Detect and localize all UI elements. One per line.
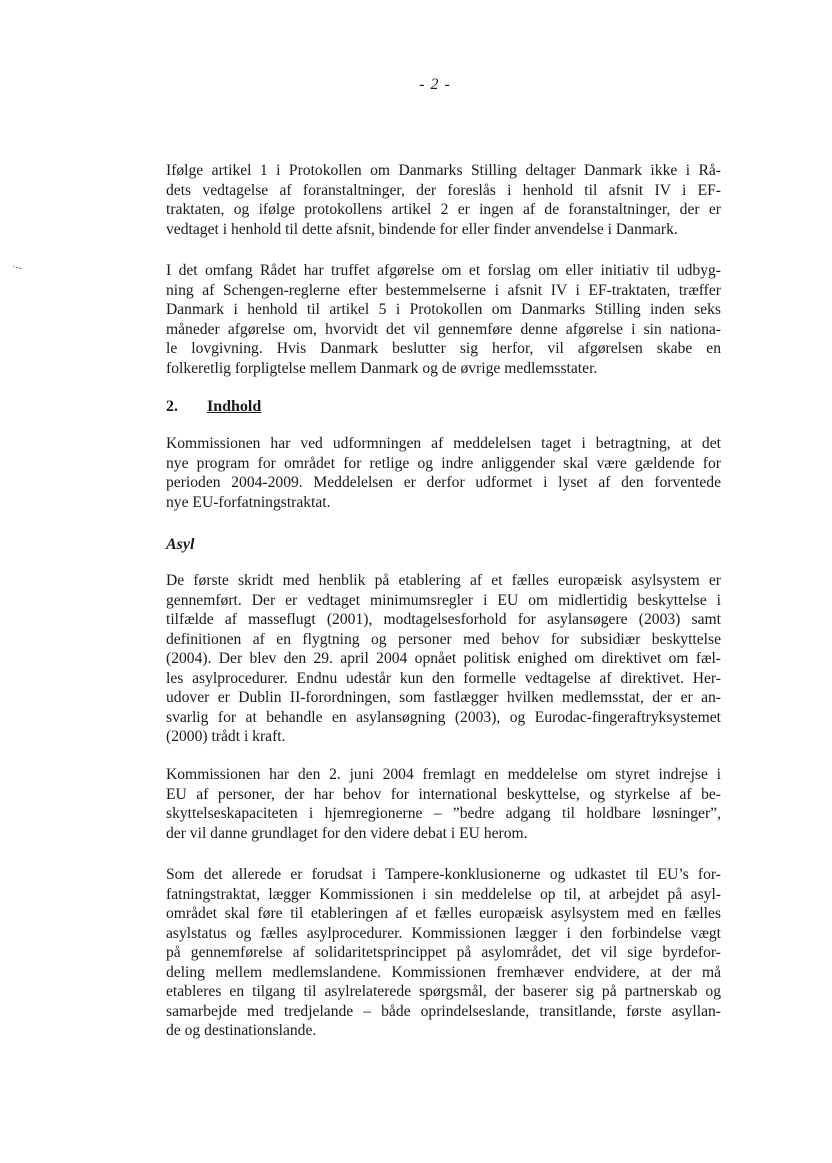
text-line: der vil danne grundlaget for den videre debat i EU herom. bbox=[166, 824, 528, 842]
paragraph-program bbox=[166, 434, 721, 512]
text-line: deling mellem medlemslandene. Kommissionen fremhæver endvidere, at der må bbox=[166, 963, 721, 981]
text-line: gennemført. Der er vedtaget minimumsregler i EU om midlertidig beskyttelse i bbox=[166, 591, 721, 609]
text-line: tilfælde af masseflugt (2001), modtagelsesforhold for asylansøgere (2003) samt bbox=[166, 611, 721, 628]
text-line: (2004). Der blev den 29. april 2004 opnået politisk enighed om direktivet om fæl- bbox=[166, 650, 721, 667]
text-line: asylstatus og fælles asylprocedurer. Kommissionen lægger i den forbindelse vægt bbox=[166, 924, 721, 942]
text-line: på gennemførelse af solidaritetsprincippet på asylområdet, det vil sige byrdefor- bbox=[166, 944, 721, 961]
margin-mark: ·‑‑ bbox=[11, 261, 23, 274]
text-line: traktaten, og ifølge protokollens artikel 2 er ingen af de foranstaltninger, der er bbox=[166, 201, 721, 218]
text-line: fatningstraktat, lægger Kommissionen i sin meddelelse op til, at arbejdet på asyl- bbox=[166, 885, 721, 903]
text-line: le lovgivning. Hvis Danmark beslutter sig herfor, vil afgørelsen skabe en bbox=[166, 340, 721, 357]
text-line: Kommissionen har ved udformningen af meddelelsen taget i betragtning, at det bbox=[166, 435, 721, 452]
section-heading bbox=[166, 398, 261, 416]
text-line: EU af personer, der har behov for international beskyttelse, og styrkelse af be- bbox=[166, 785, 721, 803]
text-line: udover er Dublin II-forordningen, som fastlægger hvilken medlemsstat, der er an- bbox=[166, 689, 721, 706]
text-line: ning af Schengen-reglerne efter bestemmelserne i afsnit IV i EF-traktaten, træffer bbox=[166, 281, 721, 299]
text-line: dets vedtagelse af foranstaltninger, der foreslås i henhold til afsnit IV i EF- bbox=[166, 181, 721, 199]
text-line: (2000) trådt i kraft. bbox=[166, 728, 286, 745]
text-line: De første skridt med henblik på etablering af et fælles europæisk asylsystem er bbox=[166, 572, 721, 589]
text-line: nye EU-forfatningstraktat. bbox=[166, 493, 331, 511]
text-line: de og destinationslande. bbox=[166, 1022, 317, 1039]
text-line: svarlig for at behandle en asylansøgning (2003), og Eurodac-fingeraftryksystemet bbox=[166, 708, 721, 726]
text-line: I det omfang Rådet har truffet afgørelse om et forslag om eller initiativ til udbyg- bbox=[166, 262, 721, 279]
text-line: området skal føre til etableringen af et fælles europæisk asylsystem med en fælles bbox=[166, 905, 721, 922]
text-line: måneder afgørelse om, hvorvidt det vil gennemføre denne afgørelse i sin nationa- bbox=[166, 320, 721, 338]
section-number: 2. bbox=[166, 398, 178, 415]
text-line: Som det allerede er forudsat i Tampere-konklusionerne og udkastet til EU’s for- bbox=[166, 866, 721, 883]
paragraph-danish-protocol bbox=[166, 161, 721, 239]
paragraph-schengen bbox=[166, 261, 721, 378]
text-line: Kommissionen har den 2. juni 2004 fremlagt en meddelelse om styret indrejse i bbox=[166, 766, 721, 783]
text-line: Danmark i henhold til artikel 5 i Protokollen om Danmarks Stilling inden seks bbox=[166, 301, 721, 318]
paragraph-commission-communication bbox=[166, 765, 721, 843]
text-line: nye program for området for retlige og indre anliggender skal være gældende for bbox=[166, 454, 721, 472]
text-line: etableres en tilgang til asylrelaterede spørgsmål, der baserer sig på partnerskab og bbox=[166, 983, 721, 1000]
text-line: skyttelseskapaciteten i hjemregionerne – ”bedre adgang til holdbare løsninger”, bbox=[166, 805, 721, 822]
subsection-heading: Asyl bbox=[166, 536, 195, 553]
text-line: les asylprocedurer. Endnu udestår kun den formelle vedtagelse af direktivet. Her- bbox=[166, 669, 721, 687]
paragraph-tampere bbox=[166, 865, 721, 1041]
text-line: perioden 2004-2009. Meddelelsen er derfor udformet i lyset af den forventede bbox=[166, 474, 721, 491]
text-line: Ifølge artikel 1 i Protokollen om Danmarks Stilling deltager Danmark ikke i Rå- bbox=[166, 162, 721, 179]
section-title: Indhold bbox=[207, 398, 262, 415]
text-line: definitionen af en flygtning og personer med behov for subsidiær beskyttelse bbox=[166, 630, 721, 648]
text-line: folkeretlig forpligtelse mellem Danmark og de øvrige medlemsstater. bbox=[166, 359, 598, 377]
paragraph-asylum-system bbox=[166, 571, 721, 747]
page-number: - 2 - bbox=[419, 76, 451, 93]
text-line: vedtaget i henhold til dette afsnit, bindende for eller finder anvendelse i Danmark. bbox=[166, 220, 678, 238]
text-line: samarbejde med tredjelande – både oprindelseslande, transitlande, første asyllan- bbox=[166, 1002, 721, 1020]
